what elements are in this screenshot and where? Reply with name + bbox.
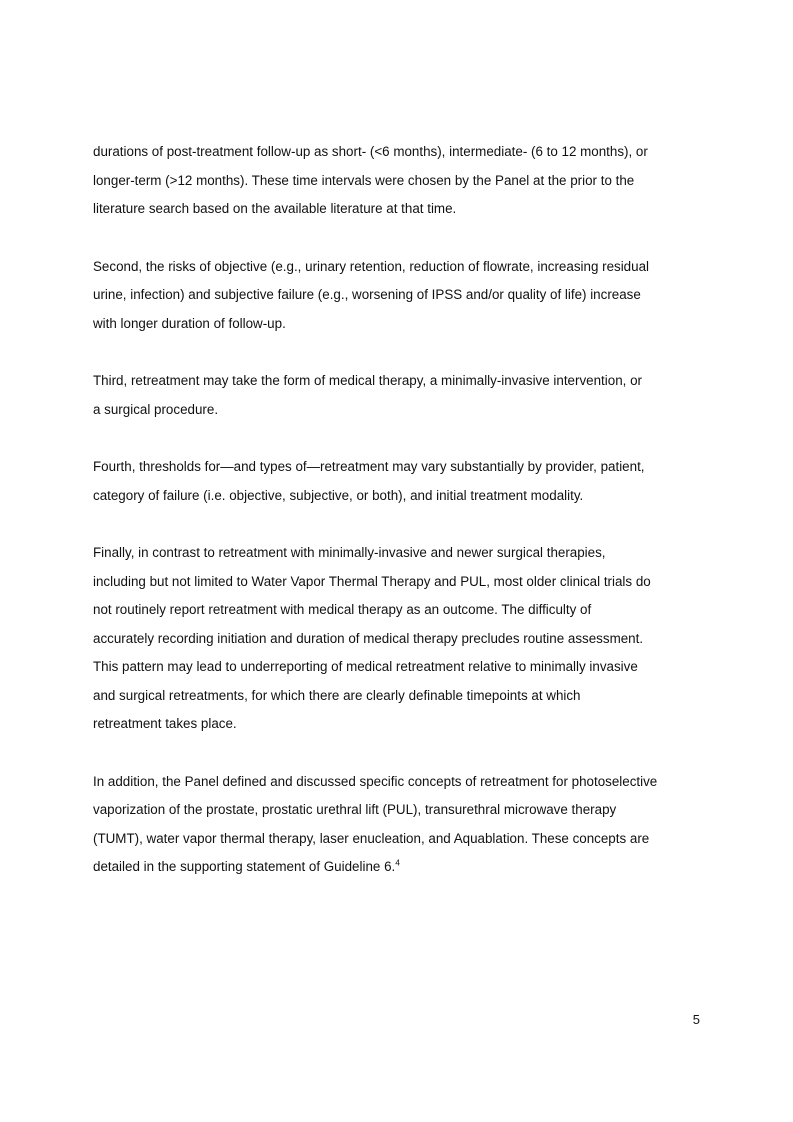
paragraph-thresholds bbox=[93, 453, 705, 510]
text-line: urine, infection) and subjective failure (e.g., worsening of IPSS and/or quality of life) increase bbox=[93, 287, 641, 302]
paragraph-risks-of-failure bbox=[93, 253, 705, 339]
text-line: Second, the risks of objective (e.g., urinary retention, reduction of flowrate, increasing residual bbox=[93, 258, 649, 274]
text-line-with-footnote bbox=[93, 853, 705, 882]
text-line: longer-term (>12 months). These time intervals were chosen by the Panel at the prior to the bbox=[93, 172, 635, 188]
text-line: durations of post-treatment follow-up as short- (<6 months), intermediate- (6 to 12 months), or bbox=[93, 144, 648, 159]
paragraph-forms-of-retreatment bbox=[93, 367, 705, 424]
body-text bbox=[93, 138, 705, 911]
text-line: a surgical procedure. bbox=[93, 401, 219, 417]
text-line: Finally, in contrast to retreatment with minimally-invasive and newer surgical therapies, bbox=[93, 545, 606, 560]
text-line: retreatment takes place. bbox=[93, 716, 237, 731]
text-line: Fourth, thresholds for—and types of—retreatment may vary substantially by provider, patient, bbox=[93, 459, 645, 474]
text-line: including but not limited to Water Vapor Thermal Therapy and PUL, most older clinical trials do bbox=[93, 573, 651, 589]
text-line-content: detailed in the supporting statement of Guideline 6. bbox=[93, 859, 396, 874]
paragraph-medical-retreatment-reporting bbox=[93, 539, 705, 739]
text-line: category of failure (i.e. objective, subjective, or both), and initial treatment modality. bbox=[93, 487, 584, 503]
paragraph-specific-concepts bbox=[93, 768, 705, 882]
text-line: not routinely report retreatment with medical therapy as an outcome. The difficulty of bbox=[93, 602, 592, 617]
text-line: (TUMT), water vapor thermal therapy, laser enucleation, and Aquablation. These concepts are bbox=[93, 830, 650, 846]
text-line: and surgical retreatments, for which there are clearly definable timepoints at which bbox=[93, 687, 581, 703]
text-line: vaporization of the prostate, prostatic urethral lift (PUL), transurethral microwave therapy bbox=[93, 802, 617, 817]
page-number: 5 bbox=[692, 1012, 700, 1027]
text-line: In addition, the Panel defined and discussed specific concepts of retreatment for photoselective bbox=[93, 773, 658, 789]
text-line: This pattern may lead to underreporting of medical retreatment relative to minimally invasive bbox=[93, 659, 638, 674]
footnote-reference[interactable]: 4 bbox=[395, 857, 400, 868]
paragraph-follow-up-durations bbox=[93, 138, 705, 224]
text-line: Third, retreatment may take the form of medical therapy, a minimally-invasive intervention, or bbox=[93, 373, 642, 388]
text-line: with longer duration of follow-up. bbox=[93, 315, 286, 331]
text-line: accurately recording initiation and duration of medical therapy precludes routine assessment. bbox=[93, 630, 644, 646]
text-line: literature search based on the available literature at that time. bbox=[93, 201, 457, 216]
